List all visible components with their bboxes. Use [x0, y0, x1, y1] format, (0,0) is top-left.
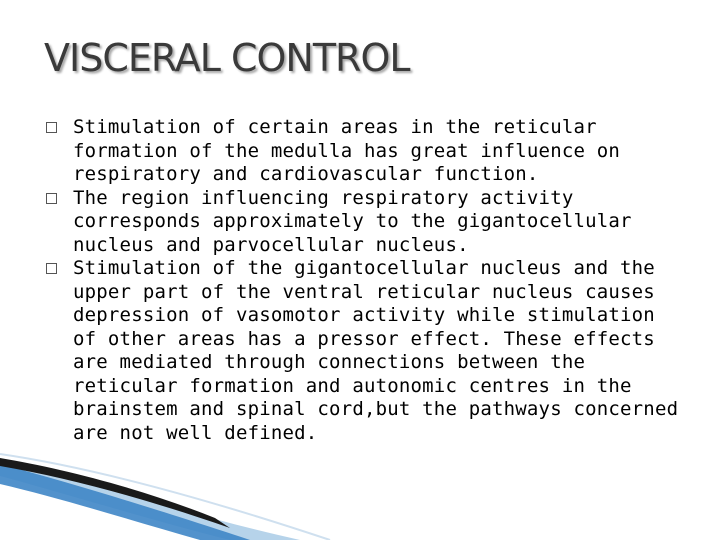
bullet-text: Stimulation of certain areas in the reticular formation of the medulla has great influence on respiratory and cardiovascular function. — [73, 116, 621, 185]
bullet-item — [46, 116, 686, 187]
bullet-item — [46, 257, 686, 445]
square-bullet-icon — [46, 193, 57, 204]
bullet-text: The region influencing respiratory activity corresponds approximately to the gigantocellular nucleus and parvocellular nucleus. — [73, 186, 632, 256]
bullet-text: Stimulation of the gigantocellular nucleus and the upper part of the ventral reticular nucleus causes depression of vasomotor activity while stimulation of other areas has a pressor effect. These effects are mediated through connections between the reticular formation and autonomic centres in the brainstem and spinal cord,but the pathways concerned are not well defined. — [73, 257, 679, 444]
blue-swoosh — [0, 464, 250, 540]
bullet-list — [46, 116, 686, 445]
square-bullet-icon — [46, 263, 57, 274]
decorative-swoosh-graphic — [0, 440, 720, 540]
slide-title: VISCERAL CONTROL — [44, 36, 410, 80]
square-bullet-icon — [46, 122, 57, 133]
bullet-item — [46, 187, 686, 258]
